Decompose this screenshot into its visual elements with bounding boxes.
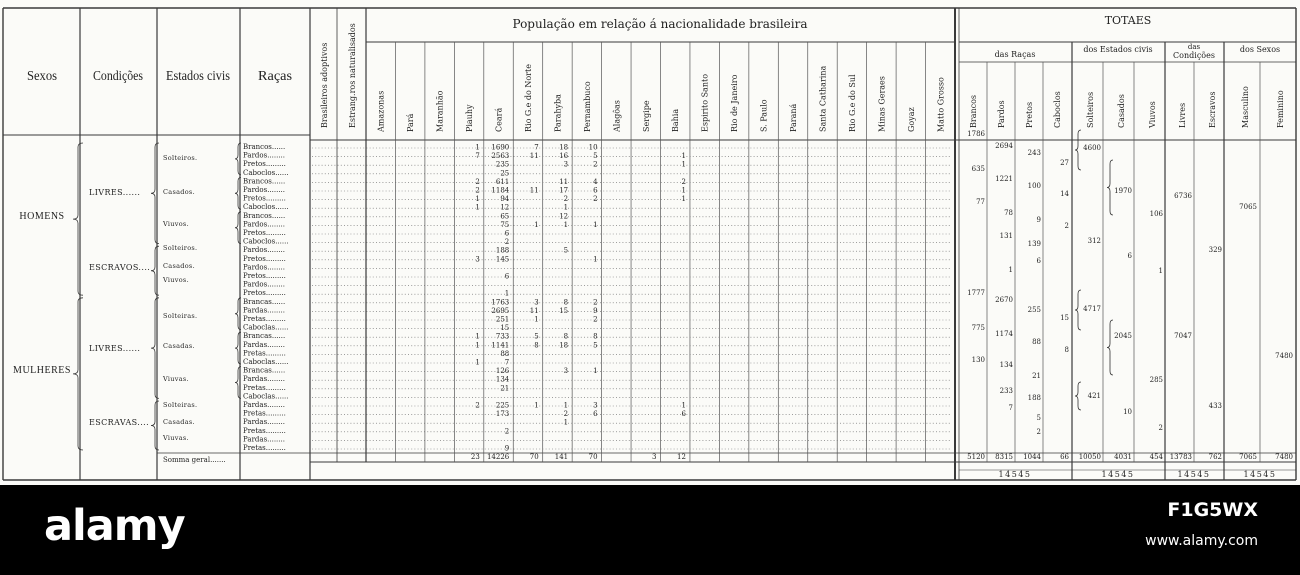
cell-value: 1	[475, 195, 480, 204]
raca-label: Brancos......	[243, 177, 286, 186]
cell-value: 9	[504, 444, 510, 453]
estado-label: Casadas.	[163, 342, 195, 350]
brace	[1075, 290, 1081, 330]
grand-total: 14545	[1243, 470, 1277, 479]
somma-geral-row	[163, 453, 1293, 479]
header-estrangeiros: Estrang.ros naturalisados	[348, 23, 357, 128]
totals-subheader: Solteiros	[1086, 91, 1095, 128]
cell-value: 145	[495, 255, 510, 264]
total-value: 6736	[1174, 192, 1192, 200]
province-header: Pará	[406, 113, 416, 132]
cell-value: 3	[534, 298, 539, 307]
total-value: 2	[1036, 428, 1041, 436]
brace	[1075, 382, 1081, 410]
total-value: 1174	[995, 330, 1013, 338]
raca-label: Caboclos......	[243, 237, 289, 246]
total-value: 2	[1064, 222, 1069, 230]
totals-subheaders	[969, 86, 1285, 129]
total-value: 433	[1208, 402, 1222, 410]
watermark-image-id: F1G5WX	[1167, 499, 1258, 521]
raca-label: Pretos.........	[243, 289, 286, 298]
cell-value: 94	[500, 195, 510, 204]
totals-subheader: Brancos	[969, 94, 978, 128]
grand-total: 14545	[1177, 470, 1211, 479]
cell-value: 2563	[491, 152, 510, 161]
condicao-label: LIVRES......	[89, 344, 141, 353]
condicao-label: ESCRAVAS....	[89, 418, 150, 427]
brace	[151, 298, 159, 399]
cell-value: 5	[593, 341, 598, 350]
cell-value: 1	[563, 418, 569, 427]
cell-value: 88	[500, 349, 510, 358]
left-labels	[13, 143, 289, 452]
province-header: Ceará	[494, 107, 504, 132]
cell-value: 1	[563, 401, 569, 410]
somma-value: 70	[588, 453, 598, 461]
total-value: 134	[999, 361, 1013, 369]
cell-value: 1	[534, 220, 539, 229]
province-header: Rio de Janeiro	[730, 74, 740, 132]
province-header: Sergipe	[641, 100, 651, 132]
estado-label: Casadas.	[163, 418, 195, 426]
cell-value: 8	[534, 341, 539, 350]
estado-label: Solteiros.	[163, 244, 198, 252]
cell-value: 2	[593, 298, 598, 307]
somma-value: 8315	[995, 453, 1013, 461]
header-dos-sexos: dos Sexos	[1239, 45, 1281, 54]
somma-value: 66	[1060, 453, 1069, 461]
header-sexos: Sexos	[27, 69, 57, 84]
cell-value: 7	[504, 358, 510, 367]
province-header: Maranhão	[435, 90, 445, 132]
total-value: 78	[1004, 209, 1013, 217]
header-populacao: População em relação á nacionalidade brasileira	[512, 17, 808, 31]
cell-value: 1	[681, 195, 686, 204]
raca-label: Pretos.........	[243, 254, 286, 263]
raca-label: Caboclas......	[243, 323, 289, 332]
estado-label: Solteiras.	[163, 312, 198, 320]
province-header: Minas Geraes	[877, 76, 887, 132]
total-value: 15	[1060, 314, 1069, 322]
total-value: 100	[1027, 182, 1041, 190]
cell-value: 5	[534, 332, 539, 341]
cell-value: 25	[500, 169, 510, 178]
province-header: Rio G.e do Sul	[847, 74, 857, 132]
somma-value: 7065	[1239, 453, 1257, 461]
raca-label: Brancos......	[243, 143, 286, 151]
total-value: 188	[1027, 394, 1041, 402]
dotted-leaders	[312, 148, 952, 449]
estado-label: Viuvos.	[163, 220, 189, 228]
cell-value: 3	[475, 255, 480, 264]
cell-value: 18	[559, 341, 569, 350]
cell-value: 15	[559, 306, 569, 315]
raca-label: Pardas........	[243, 401, 285, 409]
cell-value: 12	[500, 203, 510, 212]
raca-label: Pretas.........	[243, 426, 286, 435]
total-value: 6	[1127, 252, 1132, 260]
cell-value: 4	[593, 177, 598, 186]
total-value: 285	[1149, 376, 1163, 384]
cell-value: 251	[495, 315, 510, 324]
somma-value: 454	[1149, 453, 1163, 461]
total-value: 8	[1064, 346, 1069, 354]
cell-value: 21	[500, 384, 510, 393]
somma-value: 141	[554, 453, 569, 461]
somma-value: 70	[529, 453, 539, 461]
totals-subheader: Pretos	[1025, 101, 1034, 128]
brace	[73, 298, 83, 450]
cell-value: 1	[534, 401, 539, 410]
raca-label: Brancas......	[243, 332, 286, 341]
raca-label: Pretos.........	[243, 229, 286, 237]
province-header: Parahyba	[553, 94, 563, 132]
total-value: 775	[971, 324, 985, 332]
raca-label: Pretos.........	[243, 272, 286, 280]
cell-value: 2	[593, 160, 598, 169]
province-header: Matto Grosso	[936, 77, 946, 132]
sexo-label: MULHERES	[13, 365, 71, 376]
total-value: 233	[999, 387, 1013, 395]
total-value: 255	[1027, 306, 1041, 314]
total-value: 88	[1032, 338, 1041, 346]
cell-value: 6	[593, 186, 598, 195]
somma-label: Somma geral.......	[163, 456, 226, 464]
cell-value: 2	[475, 177, 480, 186]
raca-label: Pretas.........	[243, 315, 286, 323]
raca-label: Pardas........	[243, 435, 285, 444]
total-value: 1777	[967, 289, 985, 297]
cell-value: 1763	[491, 298, 510, 307]
total-value: 1970	[1114, 187, 1132, 195]
cell-value: 225	[495, 401, 510, 410]
cell-value: 2	[563, 195, 569, 204]
brace	[1075, 130, 1081, 170]
raca-label: Pretas.........	[243, 383, 286, 392]
total-value: 243	[1027, 149, 1041, 157]
brace	[1107, 160, 1113, 215]
cell-value: 1	[563, 203, 569, 212]
cell-value: 7	[475, 152, 480, 161]
sexo-label: HOMENS	[19, 211, 65, 222]
cell-value: 1	[593, 367, 598, 376]
cell-value: 6	[681, 410, 686, 419]
raca-label: Pardos........	[243, 263, 286, 272]
somma-value: 4031	[1114, 453, 1132, 461]
cell-value: 12	[559, 212, 569, 221]
brace	[1107, 320, 1113, 375]
brace	[151, 401, 159, 450]
province-header: Goyaz	[906, 107, 916, 132]
cell-value: 173	[495, 410, 510, 419]
brace	[151, 143, 159, 244]
province-header: Alagôas	[612, 100, 622, 132]
raca-label: Pretas.........	[243, 409, 286, 418]
province-header: Piauhy	[465, 104, 475, 132]
cell-value: 1	[681, 160, 686, 169]
cell-value: 9	[593, 306, 598, 315]
cell-value: 611	[495, 177, 510, 186]
somma-value: 7480	[1275, 453, 1293, 461]
cell-value: 6	[593, 410, 598, 419]
header-totaes: TOTAES	[1104, 14, 1152, 27]
raca-label: Brancas......	[243, 366, 286, 375]
header-condicoes: Condições	[93, 69, 143, 84]
cell-value: 3	[593, 401, 598, 410]
grand-total: 14545	[1101, 470, 1135, 479]
province-header: Espirito Santo	[700, 73, 710, 132]
cell-value: 1690	[491, 143, 510, 152]
total-value: 131	[999, 232, 1013, 240]
somma-value: 3	[652, 453, 657, 461]
province-header: Rio G.e do Norte	[523, 64, 533, 132]
raca-label: Pardos........	[243, 280, 286, 289]
total-value: 130	[971, 356, 985, 364]
raca-label: Caboclas......	[243, 392, 289, 401]
grand-total: 14545	[998, 470, 1032, 479]
cell-value: 2	[475, 401, 480, 410]
raca-label: Pardas........	[243, 306, 285, 315]
cell-value: 11	[529, 186, 539, 195]
cell-value: 235	[495, 160, 510, 169]
cell-value: 733	[495, 332, 510, 341]
province-headers	[377, 64, 946, 133]
cell-value: 1	[681, 186, 686, 195]
cell-value: 10	[588, 143, 598, 152]
cell-value: 2	[681, 177, 686, 186]
cell-value: 1	[475, 341, 480, 350]
somma-value: 10050	[1078, 453, 1101, 461]
estado-label: Casados.	[163, 188, 195, 196]
province-header: Paraná	[789, 103, 799, 132]
cell-value: 11	[529, 306, 539, 315]
header-dos-estados: dos Estados civis	[1083, 45, 1153, 54]
total-value: 312	[1087, 237, 1101, 245]
totals-subheader: Feminino	[1276, 90, 1285, 128]
cell-value: 2695	[491, 306, 510, 315]
total-value: 1786	[967, 130, 985, 138]
raca-label: Pardos........	[243, 220, 286, 229]
somma-value: 23	[470, 453, 480, 461]
watermark-url: www.alamy.com	[1145, 533, 1258, 549]
brace	[151, 246, 159, 295]
cell-value: 1	[563, 220, 569, 229]
header-das-racas: das Raças	[994, 50, 1036, 59]
raca-label: Brancos......	[243, 211, 286, 220]
cell-value: 16	[559, 152, 569, 161]
total-value: 9	[1036, 216, 1041, 224]
province-header: Santa Catharina	[818, 65, 828, 132]
totals-subheader: Viuvos	[1148, 101, 1157, 128]
total-value: 14	[1060, 190, 1069, 198]
header-brasileiros: Brasileiros adoptivos	[320, 42, 329, 128]
header-das-condicoes-b: Condições	[1173, 51, 1215, 60]
header-racas: Raças	[258, 69, 292, 84]
raca-label: Pardas........	[243, 418, 285, 427]
raca-label: Pardos........	[243, 186, 286, 194]
cell-value: 1	[681, 401, 686, 410]
total-value: 4717	[1083, 305, 1101, 313]
total-value: 421	[1087, 392, 1101, 400]
totals-subheader: Pardos	[997, 100, 1006, 128]
somma-value: 14226	[486, 453, 510, 461]
header-das-condicoes-a: das	[1187, 43, 1201, 51]
total-value: 139	[1027, 240, 1041, 248]
cell-value: 3	[563, 367, 569, 376]
cell-value: 8	[593, 332, 598, 341]
total-value: 7065	[1239, 203, 1257, 211]
cell-value: 15	[500, 324, 510, 333]
cell-value: 3	[563, 160, 569, 169]
province-header: Pernambuco	[582, 81, 592, 132]
cell-value: 1	[475, 203, 480, 212]
cell-value: 2	[504, 238, 510, 247]
total-value: 6	[1036, 257, 1041, 265]
raca-label: Pretas.........	[243, 349, 286, 358]
somma-value: 5120	[967, 453, 985, 461]
cell-value: 65	[500, 212, 510, 221]
total-value: 2	[1158, 424, 1163, 432]
raca-label: Caboclos......	[243, 203, 289, 212]
estado-label: Viuvas.	[163, 434, 189, 442]
raca-label: Caboclas......	[243, 358, 289, 366]
header-estados-civis: Estados civis	[166, 69, 230, 84]
cell-value: 1	[475, 143, 480, 152]
total-value: 77	[976, 198, 985, 206]
somma-value: 13783	[1169, 453, 1192, 461]
cell-value: 7	[534, 143, 539, 152]
raca-label: Pardos........	[243, 151, 286, 160]
cell-value: 75	[500, 220, 510, 229]
cell-value: 1	[504, 289, 510, 298]
condicao-label: LIVRES......	[89, 188, 141, 197]
cell-value: 188	[495, 246, 510, 255]
cell-value: 2	[475, 186, 480, 195]
total-value: 2670	[995, 296, 1013, 304]
cell-value: 1	[475, 332, 480, 341]
raca-label: Pardas........	[243, 375, 285, 384]
somma-value: 762	[1208, 453, 1222, 461]
total-value: 27	[1060, 159, 1069, 167]
cell-value: 11	[529, 152, 539, 161]
estado-label: Viuvas.	[163, 375, 189, 383]
raca-label: Pretos.........	[243, 194, 286, 203]
total-value: 329	[1208, 246, 1222, 254]
cell-value: 6	[504, 229, 510, 238]
province-header: Amazonas	[376, 90, 386, 132]
cell-value: 134	[495, 375, 510, 384]
total-value: 2045	[1114, 332, 1132, 340]
total-value: 4600	[1083, 144, 1101, 152]
cell-value: 1	[475, 358, 480, 367]
total-value: 21	[1032, 372, 1041, 380]
somma-value: 12	[677, 453, 686, 461]
cell-value: 1	[593, 220, 598, 229]
watermark-bar	[0, 485, 1300, 575]
raca-label: Caboclos......	[243, 168, 289, 177]
cell-value: 1141	[491, 341, 510, 350]
cell-value: 17	[559, 186, 569, 195]
cell-value: 1	[593, 255, 598, 264]
estado-label: Casados.	[163, 262, 195, 270]
totals-subheader: Livres	[1178, 102, 1187, 128]
somma-value: 1044	[1023, 453, 1041, 461]
cell-value: 6	[504, 272, 510, 281]
cell-value: 8	[563, 332, 569, 341]
total-value: 635	[971, 165, 985, 173]
raca-label: Pardos........	[243, 246, 286, 255]
total-value: 1	[1158, 267, 1163, 275]
cell-value: 8	[563, 298, 569, 307]
condicao-label: ESCRAVOS....	[89, 263, 151, 272]
cell-value: 2	[563, 410, 569, 419]
estado-label: Viuvos.	[163, 276, 189, 284]
cell-value: 126	[495, 367, 510, 376]
total-value: 10	[1123, 408, 1132, 416]
cell-value: 18	[559, 143, 569, 152]
cell-value: 5	[593, 152, 598, 161]
cell-value: 11	[559, 177, 569, 186]
total-value: 7480	[1275, 352, 1293, 360]
raca-label: Pardas........	[243, 340, 285, 349]
cell-value: 2	[593, 315, 598, 324]
estado-label: Solteiras.	[163, 401, 198, 409]
brace	[73, 143, 83, 295]
total-value: 2694	[995, 142, 1013, 150]
watermark-logo: alamy	[44, 501, 185, 551]
province-header: S. Paulo	[759, 99, 769, 132]
cell-value: 2	[593, 195, 598, 204]
raca-label: Pretas.........	[243, 444, 286, 452]
total-value: 7047	[1174, 332, 1192, 340]
cell-value: 5	[563, 246, 569, 255]
cell-value: 1	[681, 152, 686, 161]
totals-subheader: Escravos	[1208, 91, 1217, 128]
totals-subheader: Caboclos	[1053, 91, 1062, 128]
raca-label: Pretos.........	[243, 160, 286, 169]
total-value: 5	[1036, 414, 1041, 422]
total-value: 1221	[995, 175, 1013, 183]
total-value: 7	[1008, 404, 1013, 412]
cell-value: 1184	[491, 186, 510, 195]
raca-label: Brancas......	[243, 297, 286, 306]
estado-label: Solteiros.	[163, 154, 198, 162]
cell-value: 2	[504, 427, 510, 436]
total-value: 1	[1008, 266, 1013, 274]
province-header: Bahia	[671, 108, 681, 132]
totals-subheader: Casados	[1117, 94, 1126, 128]
totals-cells	[967, 130, 1293, 436]
totals-subheader: Masculino	[1241, 86, 1250, 128]
total-value: 106	[1149, 210, 1163, 218]
cell-value: 1	[534, 315, 539, 324]
